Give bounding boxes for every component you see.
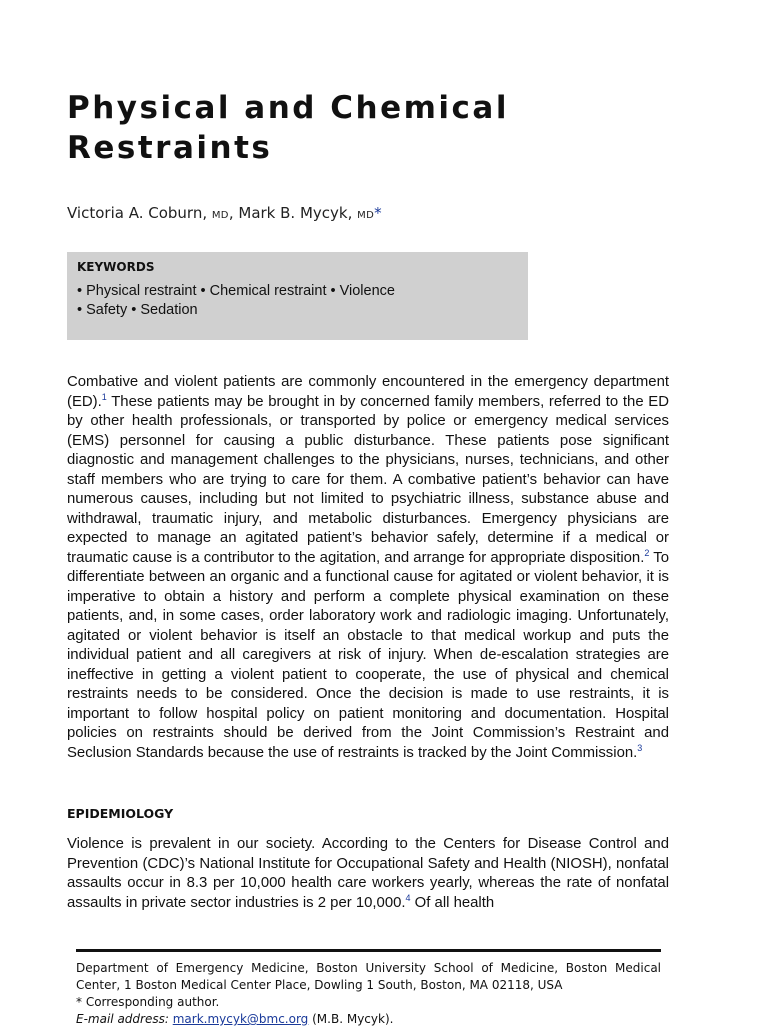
keywords-line-2: • Safety • Sedation [77, 302, 198, 318]
author-2-credential: MD [357, 210, 375, 221]
footnote-area [76, 960, 661, 1028]
author-2-name: Mark B. Mycyk, [238, 204, 353, 222]
corresponding-author-marker[interactable]: * [374, 204, 382, 222]
affiliation-text: Department of Emergency Medicine, Boston University School of Medicine, Boston Medical Center, 1 Boston Medical Center Place, Dowling 1 South, Boston, MA 02118, USA [76, 961, 661, 992]
title-line-2: Restraints [67, 130, 273, 166]
keywords-heading: KEYWORDS [77, 260, 155, 274]
corresponding-author-note: * Corresponding author. [76, 995, 220, 1009]
citation-link-3[interactable]: 3 [637, 742, 643, 753]
citation-link-2[interactable]: 2 [644, 547, 650, 558]
author-1-credential: MD [211, 210, 229, 221]
epidemiology-paragraph [67, 835, 669, 913]
footnote-divider [76, 949, 661, 952]
keywords-line-1: • Physical restraint • Chemical restraint • Violence [77, 283, 395, 299]
intro-text-1: Combative and violent patients are commonly encountered in the emergency department (ED). [67, 374, 669, 410]
intro-paragraph [67, 373, 669, 763]
email-link[interactable]: mark.mycyk@bmc.org [172, 1012, 309, 1026]
intro-text-2: These patients may be brought in by concerned family members, referred to the ED by other health professionals, or transported by police or emergency medical services (EMS) personnel for causing a public disturbance. These patients pose significant diagnostic and management challenges to the physicians, nurses, technicians, and other staff members who are trying to care for them. A combative patient’s behavior can have numerous causes, including but not limited to psychiatric illness, substance abuse and withdrawal, traumatic injury, and metabolic disturbances. Emergency physicians are expected to manage an agitated patient’s behavior safely, determine if a medical or traumatic cause is a contributor to the agitation, and arrange for appropriate disposition. [67, 393, 669, 566]
email-label: E-mail address: [76, 1012, 169, 1026]
citation-link-4[interactable]: 4 [405, 892, 411, 903]
keywords-box [67, 252, 528, 340]
epi-text-2: Of all health [410, 894, 495, 911]
article-title [67, 88, 627, 168]
section-heading-epidemiology: EPIDEMIOLOGY [67, 806, 174, 821]
email-line [76, 1011, 661, 1028]
citation-link-1[interactable]: 1 [101, 391, 107, 402]
email-suffix: (M.B. Mycyk). [308, 1012, 394, 1026]
epi-text-1: Violence is prevalent in our society. According to the Centers for Disease Control and Prevention (CDC)’s National Institute for Occupational Safety and Health (NIOSH), nonfatal assaults occur in 8.3 per 10,000 health care workers yearly, whereas the rate of nonfatal assaults in private sector industries is 2 per 10,000. [67, 836, 669, 911]
intro-text-3: To differentiate between an organic and a functional cause for agitated or violent behavior, it is imperative to obtain a history and perform a complete physical examination on these patients, and, in some cases, order laboratory work and radiologic imaging. Unfortunately, agitated or violent behavior is itself an obstacle to that medical workup and puts the individual patient and all caregivers at risk of injury. When de-escalation strategies are ineffective in getting a violent patient to cooperate, the use of physical and chemical restraints needs to be considered. Once the decision is made to use restraints, it is important to follow hospital policy on patient monitoring and documentation. Hospital policies on restraints should be derived from the Joint Commission’s Restraint and Seclusion Standards because the use of restraints is tracked by the Joint Commission. [67, 549, 670, 761]
author-separator: , [228, 204, 234, 222]
author-list [67, 204, 382, 222]
author-1-name: Victoria A. Coburn, [67, 204, 208, 222]
title-line-1: Physical and Chemical [67, 90, 509, 126]
